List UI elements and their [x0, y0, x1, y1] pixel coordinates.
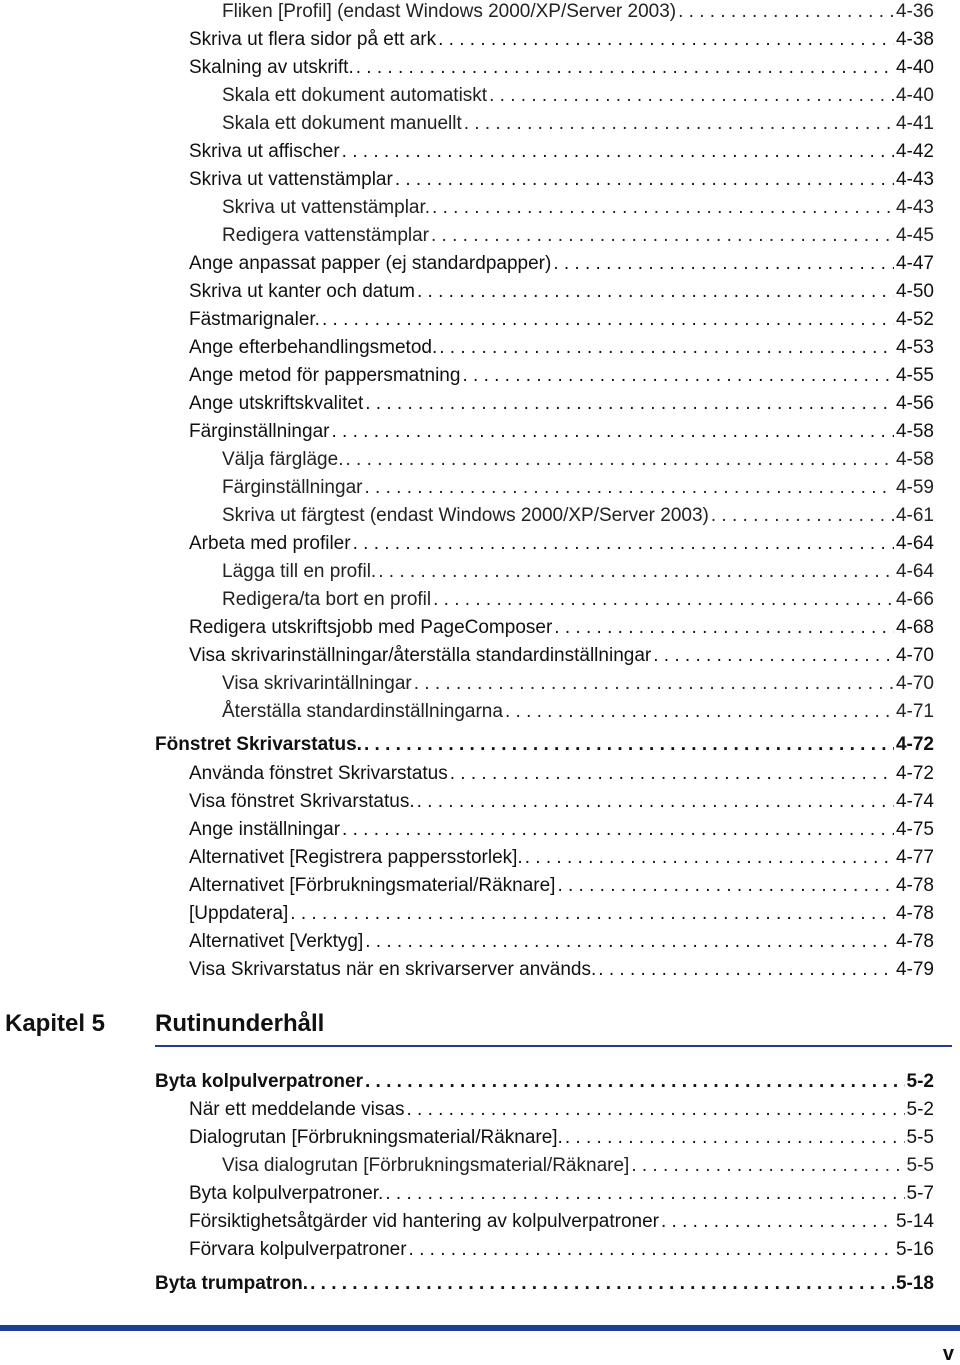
toc-entry-page: 5-2: [906, 1099, 934, 1120]
toc-entry-page: 5-5: [906, 1155, 934, 1176]
toc-entry-page: 4-36: [895, 1, 934, 22]
dot-leader: [553, 252, 894, 276]
toc-entry-title: Förvara kolpulverpatroner: [189, 1239, 407, 1260]
toc-entry[interactable]: [222, 1154, 934, 1178]
dot-leader: [322, 308, 894, 332]
toc-entry[interactable]: [189, 28, 934, 52]
toc-entry-page: 5-5: [906, 1127, 934, 1148]
toc-entry-page: 4-74: [895, 791, 934, 812]
toc-entry[interactable]: [189, 790, 934, 814]
toc-entry-title: Skriva ut vattenstämplar: [189, 169, 393, 190]
toc-entry-page: 4-77: [895, 847, 934, 868]
toc-entry-page: 4-56: [895, 393, 934, 414]
toc-entry[interactable]: [222, 700, 934, 724]
toc-entry-title: Färginställningar: [189, 421, 330, 442]
toc-entry-page: 4-41: [895, 113, 934, 134]
toc-entry[interactable]: [189, 420, 934, 444]
toc-entry-page: 4-40: [895, 85, 934, 106]
dot-leader: [661, 1210, 894, 1234]
toc-entry-page: 4-75: [895, 819, 934, 840]
dot-leader: [356, 56, 894, 80]
toc-entry-page: 4-64: [895, 533, 934, 554]
toc-entry-title: Byta kolpulverpatroner: [155, 1071, 363, 1092]
toc-entry-page: 5-2: [906, 1071, 934, 1092]
toc-entry-title: Ange utskriftskvalitet: [189, 393, 364, 414]
dot-leader: [417, 280, 894, 304]
toc-entry-page: 4-70: [895, 673, 934, 694]
dot-leader: [565, 1126, 905, 1150]
toc-entry[interactable]: [222, 672, 934, 696]
toc-entry-page: 4-47: [895, 253, 934, 274]
chapter-label: Kapitel 5: [5, 1010, 106, 1037]
toc-entry[interactable]: [155, 733, 934, 757]
toc-entry-page: 4-61: [895, 505, 934, 526]
toc-entry-page: 4-55: [895, 365, 934, 386]
toc-entry-page: 4-68: [895, 617, 934, 638]
toc-entry-page: 4-71: [895, 701, 934, 722]
toc-entry-page: 4-64: [895, 561, 934, 582]
dot-leader: [353, 532, 894, 556]
toc-entry-title: Alternativet [Registrera pappersstorlek].: [189, 847, 523, 868]
toc-entry[interactable]: [189, 818, 934, 842]
toc-entry-page: 4-52: [895, 309, 934, 330]
toc-entry[interactable]: [222, 112, 934, 136]
dot-leader: [557, 874, 894, 898]
page-number: v: [942, 1343, 954, 1365]
dot-leader: [438, 28, 894, 52]
toc-entry-title: Skriva ut flera sidor på ett ark: [189, 29, 437, 50]
toc-entry-page: 4-78: [895, 931, 934, 952]
chapter-title: Rutinunderhåll: [155, 1010, 325, 1037]
toc-entry-title: Fästmarignaler.: [189, 309, 320, 330]
toc-entry[interactable]: [222, 588, 934, 612]
toc-entry-title: Ange metod för pappersmatning: [189, 365, 461, 386]
toc-entry[interactable]: [155, 1272, 934, 1296]
dot-leader: [464, 112, 894, 136]
toc-entry[interactable]: [155, 1070, 934, 1094]
toc-entry-page: 4-72: [895, 734, 934, 755]
toc-entry-title: När ett meddelande visas: [189, 1099, 405, 1120]
toc-entry[interactable]: [222, 448, 934, 472]
toc-entry-title: Fliken [Profil] (endast Windows 2000/XP/Server 2003): [222, 1, 677, 22]
toc-entry-title: Ange anpassat papper (ej standardpapper): [189, 253, 552, 274]
toc-entry-title: Använda fönstret Skrivarstatus: [189, 763, 448, 784]
dot-leader: [417, 790, 894, 814]
footer-rule: [0, 1325, 960, 1331]
toc-entry[interactable]: [189, 1126, 934, 1150]
dot-leader: [365, 1070, 905, 1094]
toc-entry-title: Arbeta med profiler: [189, 533, 351, 554]
toc-entry[interactable]: [189, 874, 934, 898]
toc-entry-title: Alternativet [Förbrukningsmaterial/Räknare]: [189, 875, 556, 896]
toc-entry[interactable]: [189, 364, 934, 388]
dot-leader: [364, 476, 894, 500]
toc-entry-title: Skriva ut kanter och datum: [189, 281, 415, 302]
toc-entry-title: Redigera utskriftsjobb med PageComposer: [189, 617, 553, 638]
toc-entry-title: Återställa standardinställningarna: [222, 701, 503, 722]
toc-entry-page: 5-18: [895, 1273, 934, 1294]
toc-entry-title: [Uppdatera]: [189, 903, 289, 924]
toc-entry[interactable]: [189, 644, 934, 668]
dot-leader: [525, 846, 894, 870]
dot-leader: [342, 818, 894, 842]
toc-entry-title: Färginställningar: [222, 477, 363, 498]
toc-entry-page: 4-53: [895, 337, 934, 358]
dot-leader: [414, 672, 894, 696]
toc-entry-page: 4-70: [895, 645, 934, 666]
toc-entry-title: Skala ett dokument manuellt: [222, 113, 462, 134]
toc-entry-page: 4-50: [895, 281, 934, 302]
dot-leader: [489, 84, 894, 108]
toc-entry[interactable]: [189, 1238, 934, 1262]
dot-leader: [310, 1272, 894, 1296]
toc-entry-title: Visa Skrivarstatus när en skrivarserver används.: [189, 959, 597, 980]
toc-entry[interactable]: [189, 392, 934, 416]
dot-leader: [433, 588, 894, 612]
toc-entry-title: Redigera/ta bort en profil: [222, 589, 432, 610]
dot-leader: [505, 700, 894, 724]
dot-leader: [345, 448, 894, 472]
dot-leader: [554, 616, 894, 640]
toc-entry-title: Försiktighetsåtgärder vid hantering av kolpulverpatroner: [189, 1211, 659, 1232]
dot-leader: [364, 733, 894, 757]
dot-leader: [365, 392, 894, 416]
dot-leader: [631, 1154, 904, 1178]
toc-entry-page: 4-79: [895, 959, 934, 980]
toc-entry-title: Redigera vattenstämplar: [222, 225, 429, 246]
toc-entry-title: Byta kolpulverpatroner.: [189, 1183, 384, 1204]
toc-entry-title: Skalning av utskrift.: [189, 57, 354, 78]
dot-leader: [290, 902, 894, 926]
toc-entry-title: Skriva ut vattenstämplar.: [222, 197, 431, 218]
toc-entry-page: 4-38: [895, 29, 934, 50]
toc-entry-page: 4-78: [895, 903, 934, 924]
toc-entry-page: 4-45: [895, 225, 934, 246]
dot-leader: [462, 364, 894, 388]
toc-entry[interactable]: [189, 252, 934, 276]
toc-entry[interactable]: [222, 476, 934, 500]
toc-entry[interactable]: [189, 616, 934, 640]
dot-leader: [432, 196, 894, 220]
toc-entry[interactable]: [189, 958, 934, 982]
dot-leader: [431, 224, 894, 248]
toc-entry[interactable]: [189, 1182, 934, 1206]
toc-entry-title: Välja färgläge.: [222, 449, 344, 470]
toc-entry-page: 5-16: [895, 1239, 934, 1260]
toc-entry[interactable]: [189, 532, 934, 556]
dot-leader: [678, 0, 894, 24]
dot-leader: [439, 336, 894, 360]
dot-leader: [331, 420, 894, 444]
dot-leader: [409, 1238, 894, 1262]
toc-entry-title: Ange efterbehandlingsmetod.: [189, 337, 438, 358]
dot-leader: [711, 504, 894, 528]
toc-entry-title: Skriva ut affischer: [189, 141, 340, 162]
toc-entry[interactable]: [189, 762, 934, 786]
toc-entry[interactable]: [222, 0, 934, 24]
toc-entry-page: 4-42: [895, 141, 934, 162]
toc-entry-page: 4-78: [895, 875, 934, 896]
toc-entry[interactable]: [189, 140, 934, 164]
dot-leader: [395, 168, 894, 192]
toc-entry[interactable]: [189, 280, 934, 304]
toc-entry-page: 4-59: [895, 477, 934, 498]
dot-leader: [653, 644, 894, 668]
toc-entry[interactable]: [222, 504, 934, 528]
toc-entry[interactable]: [222, 560, 934, 584]
toc-entry-page: 4-72: [895, 763, 934, 784]
toc-entry-title: Dialogrutan [Förbrukningsmaterial/Räknare].: [189, 1127, 563, 1148]
dot-leader: [342, 140, 894, 164]
toc-entry-title: Skala ett dokument automatiskt: [222, 85, 488, 106]
toc-entry-title: Visa skrivarintällningar: [222, 673, 412, 694]
toc-entry[interactable]: [222, 196, 934, 220]
toc-entry-title: Lägga till en profil.: [222, 561, 377, 582]
dot-leader: [385, 1182, 904, 1206]
toc-entry[interactable]: [189, 336, 934, 360]
dot-leader: [406, 1098, 904, 1122]
dot-leader: [450, 762, 894, 786]
toc-entry-title: Ange inställningar: [189, 819, 341, 840]
toc-entry[interactable]: [189, 308, 934, 332]
toc-entry[interactable]: [189, 930, 934, 954]
toc-entry-title: Byta trumpatron.: [155, 1273, 309, 1294]
toc-entry[interactable]: [189, 846, 934, 870]
dot-leader: [378, 560, 894, 584]
toc-entry-page: 4-66: [895, 589, 934, 610]
dot-leader: [365, 930, 894, 954]
toc-entry-page: 4-58: [895, 421, 934, 442]
toc-entry-title: Skriva ut färgtest (endast Windows 2000/XP/Server 2003): [222, 505, 709, 526]
toc-entry-title: Visa dialogrutan [Förbrukningsmaterial/Räknare]: [222, 1155, 630, 1176]
toc-entry[interactable]: [189, 1210, 934, 1234]
toc-entry-title: Alternativet [Verktyg]: [189, 931, 364, 952]
toc-entry[interactable]: [222, 224, 934, 248]
toc-entry-page: 4-40: [895, 57, 934, 78]
toc-entry[interactable]: [222, 84, 934, 108]
toc-entry-page: 5-7: [906, 1183, 934, 1204]
toc-entry-title: Visa fönstret Skrivarstatus.: [189, 791, 415, 812]
toc-entry[interactable]: [189, 1098, 934, 1122]
toc-entry-page: 5-14: [895, 1211, 934, 1232]
toc-entry-page: 4-43: [895, 169, 934, 190]
toc-entry-title: Fönstret Skrivarstatus.: [155, 734, 362, 755]
toc-entry[interactable]: [189, 56, 934, 80]
toc-entry[interactable]: [189, 902, 934, 926]
toc-entry-page: 4-43: [895, 197, 934, 218]
toc-entry-title: Visa skrivarinställningar/återställa standardinställningar: [189, 645, 652, 666]
dot-leader: [598, 958, 894, 982]
chapter-divider: [155, 1045, 952, 1047]
toc-entry[interactable]: [189, 168, 934, 192]
toc-entry-page: 4-58: [895, 449, 934, 470]
